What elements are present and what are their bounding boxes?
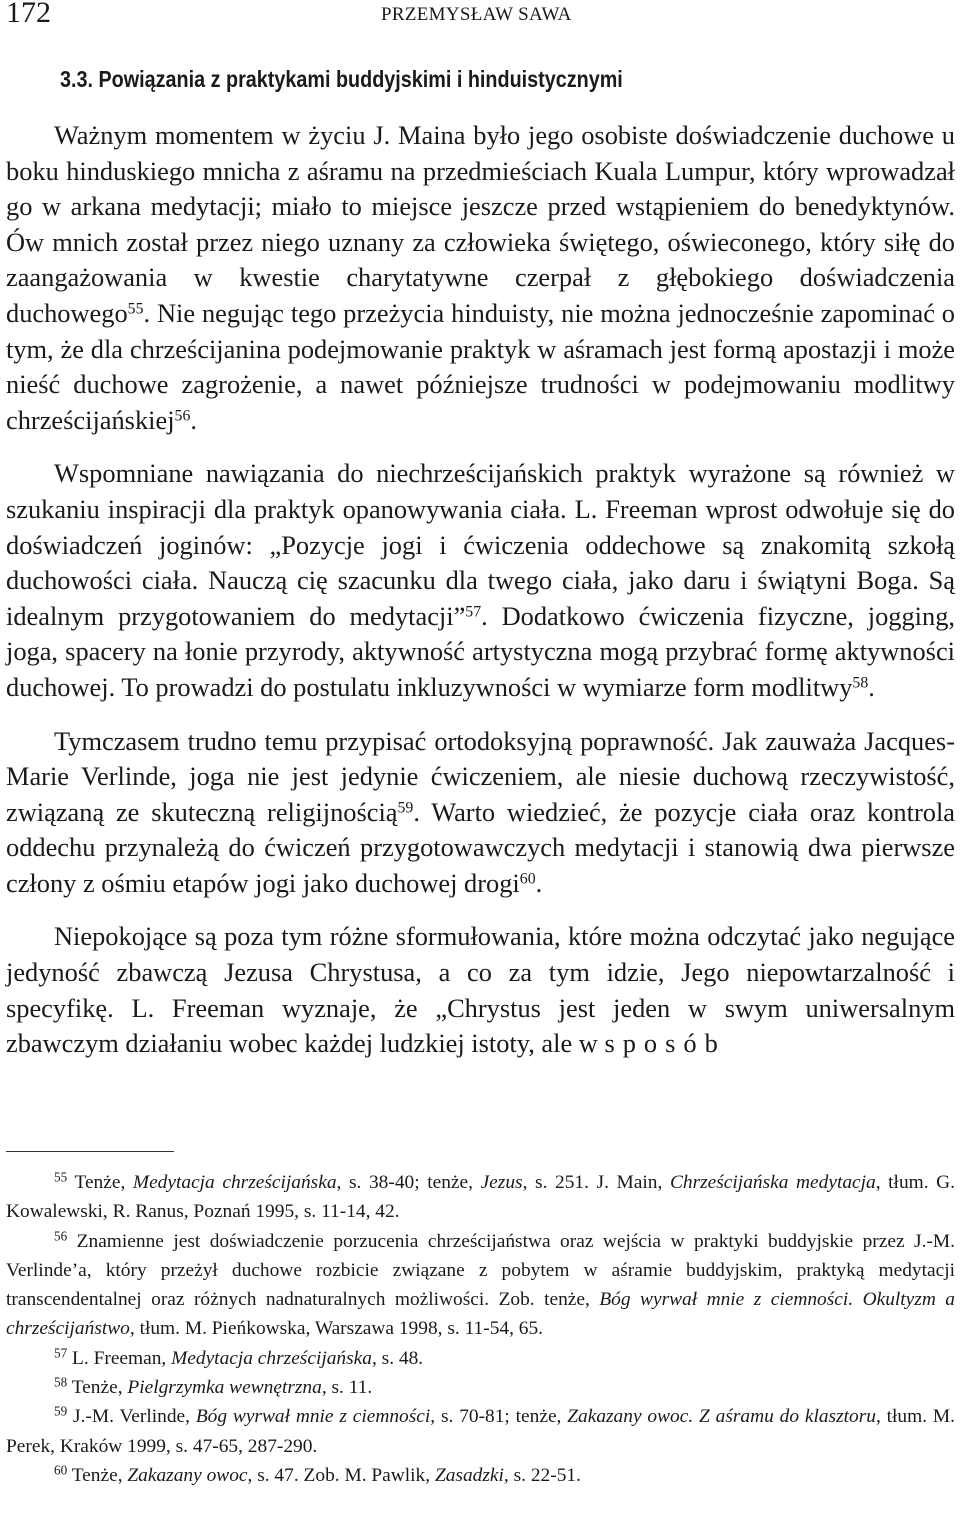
body-text xyxy=(6,118,955,1062)
footnote-number: 57 xyxy=(54,1345,68,1361)
text-run: . Dodatkowo ćwiczenia fizyczne, jogging, joga, spacery na łonie przyrody, aktywność artystyczna mogą przybrać formę aktywności duchowej. To prowadzi do postulatu inkluzywności w wymiarze form modlitwy xyxy=(6,600,955,702)
italic-title: Bóg wyrwał mnie z ciemności xyxy=(195,1406,431,1428)
text-run: Tenże, xyxy=(74,1172,133,1193)
text-run: Ważnym momentem w życiu J. Maina było jego osobiste doświadczenie duchowe u boku hinduskiego mnicha z aśramu na przedmieściach Kuala Lumpur, który wprowadzał go w arkana medytacji; miało to miejsce jeszcze przed wstąpieniem do benedyktynów. Ów mnich został przez niego uznany za człowieka świętego, oświeconego, który siłę do zaangażowania w kwestie charytatywne czerpał z głębokiego doświadczenia duchowego xyxy=(6,120,955,328)
footnote-reference: 60 xyxy=(519,870,536,888)
text-run: L. Freeman, xyxy=(72,1347,172,1369)
footnote xyxy=(6,1227,955,1344)
page-number: 172 xyxy=(6,0,51,29)
text-run: , s. 47. Zob. M. Pawlik, xyxy=(247,1464,435,1486)
italic-title: Jezus xyxy=(480,1172,523,1193)
spaced-word: sposób xyxy=(604,1028,726,1059)
footnote-reference: 59 xyxy=(397,798,414,816)
italic-title: Bóg wyrwał mnie z ciemności. Okultyzm a chrześcijaństwo xyxy=(6,1289,955,1340)
text-run: , tłum. M. Perek, Kraków 1999, s. 47-65, 287-290. xyxy=(6,1406,955,1457)
text-run: Wspomniane nawiązania do niechrześcijańskich praktyk wyrażone są również w szukaniu inspiracji dla praktyk opanowywania ciała. L. Freeman wprost odwołuje się do doświadczeń joginów: „Pozycje jogi i ćwiczenia oddechowe są znakomitą szkołą duchowości ciała. Nauczą cię szacunku dla twego ciała, jako daru i świątyni Boga. Są idealnym przygotowaniem do medytacji” xyxy=(6,458,955,631)
footnotes xyxy=(6,1168,955,1490)
text-run: Tenże, xyxy=(71,1377,128,1399)
footnote-number: 56 xyxy=(54,1228,68,1243)
text-run: J.-M. Verlinde, xyxy=(73,1406,196,1428)
footnote-number: 59 xyxy=(54,1403,68,1419)
text-run: Znamienne jest doświadczenie porzucenia chrześcijaństwa oraz wejścia w praktyki buddyjskie przez J.-M. Verlinde’a, który przeżył duchowe rozbicie związane z pobytem w aśramie buddyjskim, praktyką medytacji transcendentalnej oraz różnych nadnaturalnych możliwości. Zob. tenże, xyxy=(6,1230,955,1311)
italic-title: Medytacja chrześcijańska xyxy=(171,1347,372,1369)
running-head: PRZEMYSŁAW SAWA xyxy=(381,4,572,25)
footnote-reference: 55 xyxy=(127,300,144,318)
body-paragraph xyxy=(6,724,955,902)
footnote-number: 58 xyxy=(54,1374,68,1390)
footnote-separator xyxy=(6,1151,174,1152)
text-run: . Warto wiedzieć, że pozycje ciała oraz kontrola oddechu przynależą do ćwiczeń przygotowawczych medytacji i stanowią dwa pierwsze człony z ośmiu etapów jogi jako duchowej drogi xyxy=(6,796,955,898)
section-heading: 3.3. Powiązania z praktykami buddyjskimi i hinduistycznymi xyxy=(60,66,623,92)
italic-title: Medytacja chrześcijańska xyxy=(132,1172,337,1193)
footnote-reference: 58 xyxy=(852,674,869,692)
text-run: , tłum. G. Kowalewski, R. Ranus, Poznań 1995, s. 11-14, 42. xyxy=(6,1172,956,1223)
text-run: , s. 48. xyxy=(371,1347,424,1369)
body-paragraph xyxy=(6,456,955,705)
text-run: , tłum. M. Pieńkowska, Warszawa 1998, s. 11-54, 65. xyxy=(129,1318,544,1340)
body-paragraph xyxy=(6,118,955,438)
text-run: , s. 38-40; tenże, xyxy=(336,1172,481,1193)
text-run: , s. 22-51. xyxy=(503,1464,581,1486)
text-run: , s. 251. J. Main, xyxy=(522,1172,670,1193)
text-run: Tymczasem trudno temu przypisać ortodoksyjną poprawność. Jak zauważa Jacques-Marie Verlinde, joga nie jest jedynie ćwiczeniem, ale niesie duchową rzeczywistość, związaną ze skuteczną religijnością xyxy=(6,725,955,827)
text-run: . xyxy=(535,867,543,898)
footnote xyxy=(6,1373,955,1402)
text-run: . xyxy=(868,671,875,702)
italic-title: Pielgrzymka wewnętrzna xyxy=(127,1377,322,1399)
italic-title: Zasadzki xyxy=(434,1464,504,1486)
footnote xyxy=(6,1344,955,1373)
text-run: , s. 11. xyxy=(321,1377,373,1399)
text-run: . Nie negując tego przeżycia hinduisty, nie można jednocześnie zapominać o tym, że dla chrześcijanina podejmowanie praktyk w aśramach jest formą apostazji i może nieść duchowe zagrożenie, a nawet późniejsze trudności w podejmowaniu modlitwy chrześcijańskiej xyxy=(6,297,955,435)
text-run: . xyxy=(190,404,197,435)
italic-title: Zakazany owoc xyxy=(127,1464,248,1486)
footnote xyxy=(6,1461,955,1490)
text-run: , s. 70-81; tenże, xyxy=(430,1406,568,1428)
italic-title: Chrześcijańska medytacja xyxy=(669,1172,876,1193)
footnote-number: 60 xyxy=(54,1462,68,1478)
italic-title: Zakazany owoc. Z aśramu do klasztoru xyxy=(567,1406,876,1428)
page-header xyxy=(6,0,956,40)
footnote-reference: 56 xyxy=(174,407,191,425)
text-run: Niepokojące są poza tym różne sformułowania, które można odczytać jako negujące jedyność zbawczą Jezusa Chrystusa, a co za tym idzie, Jego niepowtarzalność i specyfikę. L. Freeman wyznaje, że „Chrystus jest jeden w swym uniwersalnym zbawczym działaniu wobec każdej ludzkiej istoty, ale w xyxy=(6,921,955,1059)
footnote-number: 55 xyxy=(54,1169,68,1185)
footnote xyxy=(6,1402,955,1461)
text-run: Tenże, xyxy=(71,1464,128,1486)
footnote-reference: 57 xyxy=(465,603,482,621)
body-paragraph xyxy=(6,919,955,1061)
footnote xyxy=(6,1168,955,1227)
